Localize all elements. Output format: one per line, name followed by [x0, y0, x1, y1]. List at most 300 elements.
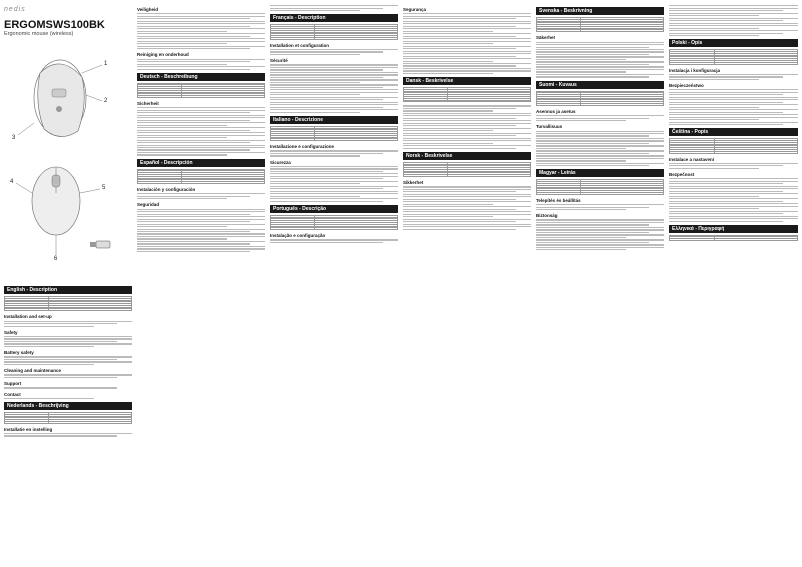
text-line: [137, 66, 265, 67]
text-line: [669, 114, 798, 115]
text-line: [137, 216, 265, 217]
column-3: [270, 4, 398, 564]
text-line: [4, 377, 117, 378]
text-line: [270, 107, 383, 108]
spec-cell: [537, 103, 581, 105]
text-line: [4, 336, 132, 337]
text-line: [536, 160, 626, 161]
text-line: [403, 61, 493, 62]
text-line: [536, 165, 649, 166]
text-line: [4, 387, 117, 388]
text-line: [270, 168, 398, 169]
spec-row: [271, 228, 398, 230]
text-line: [669, 89, 798, 90]
text-line: [270, 171, 383, 172]
section-cestina: Čeština - Popis: [669, 128, 798, 136]
text-line: [270, 155, 360, 156]
text-line: [403, 221, 516, 222]
text-line: [4, 323, 117, 324]
text-line: [669, 18, 798, 19]
text-line: [137, 31, 227, 32]
text-line: [403, 214, 531, 215]
heading-sicurezza: Sicurezza: [270, 159, 291, 165]
section-francais: Français - Description: [270, 14, 398, 22]
text-line: [403, 53, 531, 54]
heading-asennus: Asennus ja asetus: [536, 108, 576, 114]
text-line: [403, 201, 531, 202]
text-line: [4, 326, 94, 327]
text-line: [669, 20, 783, 21]
text-line: [137, 246, 265, 247]
text-line: [137, 211, 265, 212]
text-line: [270, 64, 398, 65]
text-line: [270, 8, 383, 9]
spec-cell: [315, 139, 398, 141]
text-line: [403, 26, 516, 27]
callout-1: 1: [104, 61, 108, 67]
text-line: [137, 229, 265, 230]
spec-cell: [315, 228, 398, 230]
section-deutsch: Deutsch - Beschreibung: [137, 73, 265, 81]
spec-cell: [714, 239, 797, 241]
text-line: [536, 229, 664, 230]
text-line: [4, 364, 94, 365]
text-line: [137, 137, 227, 138]
text-line: [403, 41, 531, 42]
text-line: [403, 226, 531, 227]
text-line: [270, 10, 360, 11]
spec-cell: [714, 151, 797, 153]
text-line: [536, 207, 649, 208]
spec-cell: [670, 239, 715, 241]
text-line: [403, 73, 493, 74]
text-line: [403, 128, 531, 129]
brand-logo: nedis: [4, 6, 26, 13]
text-line: [270, 99, 383, 100]
text-line: [403, 65, 516, 66]
spec-cell: [49, 309, 132, 311]
text-line: [536, 66, 664, 67]
text-line: [669, 25, 798, 26]
text-line: [403, 68, 531, 69]
text-line: [403, 120, 531, 121]
text-line: [669, 124, 783, 125]
text-line: [669, 122, 798, 123]
text-line: [669, 183, 783, 184]
text-line: [4, 341, 117, 342]
spec-cell: [670, 151, 715, 153]
text-line: [137, 198, 227, 199]
spec-cell: [537, 30, 581, 32]
text-line: [403, 148, 516, 149]
text-line: [536, 153, 649, 154]
text-line: [270, 49, 398, 50]
cestina-spec-table: [669, 138, 798, 153]
text-line: [536, 56, 664, 57]
text-line: [137, 16, 265, 17]
text-line: [536, 204, 664, 205]
text-line: [137, 142, 250, 143]
text-line: [536, 239, 664, 240]
text-line: [403, 16, 531, 17]
text-line: [403, 204, 493, 205]
callout-6: 6: [54, 256, 58, 262]
text-line: [669, 117, 798, 118]
text-line: [137, 149, 250, 150]
text-line: [669, 33, 783, 34]
text-line: [270, 5, 398, 6]
text-line: [536, 133, 664, 134]
text-line: [137, 115, 265, 116]
text-line: [669, 13, 798, 14]
text-line: [137, 125, 227, 126]
text-line: [536, 224, 649, 225]
text-line: [669, 112, 783, 113]
text-line: [403, 199, 516, 200]
text-line: [669, 92, 798, 93]
text-line: [403, 196, 531, 197]
text-line: [403, 186, 531, 187]
text-line: [403, 130, 493, 131]
text-line: [403, 219, 531, 220]
text-line: [669, 79, 759, 80]
text-line: [137, 18, 250, 19]
callout-3: 3: [12, 135, 16, 141]
text-line: [137, 43, 227, 44]
text-line: [536, 158, 664, 159]
text-line: [137, 21, 265, 22]
text-line: [403, 28, 531, 29]
spec-cell: [448, 100, 531, 102]
text-line: [536, 138, 664, 139]
text-line: [137, 61, 250, 62]
text-line: [536, 51, 664, 52]
text-line: [403, 191, 516, 192]
text-line: [536, 74, 664, 75]
text-line: [536, 143, 649, 144]
spec-row: [670, 62, 798, 64]
text-line: [137, 224, 265, 225]
text-line: [403, 224, 531, 225]
text-line: [270, 94, 360, 95]
text-line: [137, 196, 250, 197]
text-line: [403, 23, 531, 24]
espanol-spec-table: [137, 169, 265, 184]
spec-row: [404, 100, 531, 102]
text-line: [536, 249, 626, 250]
text-line: [669, 23, 798, 24]
section-english: English - Description: [4, 286, 132, 294]
text-line: [403, 43, 493, 44]
heading-veiligheid: Veiligheid: [137, 7, 159, 12]
text-line: [270, 102, 398, 103]
text-line: [270, 186, 398, 187]
spec-cell: [182, 182, 265, 184]
text-line: [669, 102, 783, 103]
text-line: [270, 153, 383, 154]
text-line: [270, 87, 383, 88]
heading-instalacion: Instalación y configuración: [137, 186, 196, 192]
text-line: [137, 132, 265, 133]
text-line: [4, 433, 132, 434]
text-line: [669, 5, 798, 6]
heading-telepites: Telepítés és beállítás: [536, 197, 581, 203]
text-line: [137, 110, 265, 111]
spec-row: [271, 37, 398, 39]
mouse-illustration: [4, 43, 132, 283]
text-line: [536, 148, 626, 149]
text-line: [669, 178, 798, 179]
text-line: [270, 201, 383, 202]
spec-cell: [271, 37, 315, 39]
text-line: [137, 209, 265, 210]
text-line: [669, 163, 798, 164]
text-line: [536, 71, 626, 72]
heading-seguridad: Seguridad: [137, 202, 160, 208]
text-line: [270, 183, 360, 184]
section-magyar: Magyar - Leírás: [536, 169, 664, 177]
heading-bezpecnost: Bezpečnost: [669, 171, 695, 177]
text-line: [403, 36, 516, 37]
text-line: [270, 97, 398, 98]
spec-cell: [138, 182, 182, 184]
text-line: [270, 242, 383, 243]
column-1: [4, 4, 132, 564]
text-line: [137, 154, 227, 155]
text-line: [403, 140, 531, 141]
callout-4: 4: [10, 179, 14, 185]
deutsch-spec-table: [137, 83, 265, 98]
text-line: [270, 191, 398, 192]
heading-support: Support: [4, 381, 22, 387]
text-line: [270, 193, 398, 194]
text-line: [403, 31, 493, 32]
text-line: [669, 213, 783, 214]
spec-row: [271, 139, 398, 141]
text-line: [536, 54, 649, 55]
text-line: [270, 188, 383, 189]
heading-biztonsag: Biztonság: [536, 213, 558, 219]
text-line: [536, 135, 649, 136]
callout-2: 2: [104, 98, 108, 104]
text-line: [403, 118, 516, 119]
text-line: [4, 361, 132, 362]
text-line: [403, 46, 531, 47]
text-line: [270, 82, 360, 83]
spec-cell: [404, 100, 448, 102]
heading-installation-fr: Installation et configuration: [270, 42, 330, 48]
text-line: [137, 59, 265, 60]
text-line: [137, 23, 265, 24]
text-line: [137, 26, 250, 27]
text-line: [137, 193, 265, 194]
text-line: [669, 218, 798, 219]
mouse-figure: [4, 43, 132, 283]
text-line: [137, 236, 265, 237]
heading-bezpieczenstwo: Bezpieczeństwo: [669, 83, 704, 88]
text-line: [669, 99, 798, 100]
text-line: [536, 237, 626, 238]
callout-5: 5: [102, 185, 106, 191]
ellinika-spec-table: [669, 235, 798, 241]
text-line: [536, 69, 664, 70]
text-line: [137, 28, 265, 29]
text-line: [403, 125, 516, 126]
spec-row: [670, 151, 798, 153]
text-line: [270, 181, 398, 182]
heading-contact: Contact: [4, 391, 21, 397]
text-line: [137, 107, 265, 108]
text-line: [403, 108, 516, 109]
text-line: [403, 194, 531, 195]
section-svenska: Svenska - Beskrivning: [536, 7, 664, 15]
text-line: [669, 216, 798, 217]
spec-cell: [581, 103, 664, 105]
text-line: [403, 63, 531, 64]
text-line: [4, 346, 94, 347]
heading-instalace: Instalace a nastavení: [669, 156, 715, 162]
text-line: [137, 243, 250, 244]
section-svenska-alt: Dansk - Beskrivelse: [403, 77, 531, 85]
text-line: [669, 107, 759, 108]
spec-cell: [581, 192, 664, 194]
magyar-spec-table: [536, 179, 664, 194]
text-line: [137, 127, 265, 128]
text-line: [403, 113, 531, 114]
text-line: [270, 196, 360, 197]
spec-cell: [138, 96, 182, 98]
text-line: [669, 181, 798, 182]
text-line: [270, 166, 398, 167]
text-line: [137, 48, 250, 49]
text-line: [536, 118, 649, 119]
text-line: [669, 35, 759, 36]
text-line: [137, 219, 265, 220]
spec-cell: [537, 192, 581, 194]
text-line: [669, 211, 798, 212]
text-line: [137, 214, 250, 215]
text-line: [669, 104, 798, 105]
heading-installation: Installation and set-up: [4, 314, 52, 320]
text-line: [270, 198, 398, 199]
spec-cell: [404, 175, 448, 177]
heading-safety: Safety: [4, 329, 18, 335]
text-line: [669, 186, 798, 187]
text-line: [536, 232, 649, 233]
section-espanol: Español - Descripción: [137, 159, 265, 167]
text-line: [669, 8, 798, 9]
text-line: [536, 150, 664, 151]
text-line: [270, 109, 398, 110]
text-line: [536, 42, 664, 43]
spec-row: [404, 175, 531, 177]
text-line: [669, 28, 759, 29]
spec-row: [537, 192, 664, 194]
heading-sakerhet: Säkerhet: [536, 35, 556, 41]
norsk-spec-table: [403, 162, 531, 177]
text-line: [137, 241, 265, 242]
text-line: [137, 145, 265, 146]
product-description: Ergonomic mouse (wireless): [4, 31, 74, 37]
text-line: [536, 155, 664, 156]
text-line: [536, 49, 664, 50]
section-nederlands: Nederlands - Beschrijving: [4, 402, 132, 410]
text-line: [536, 64, 649, 65]
text-line: [403, 143, 493, 144]
text-line: [669, 15, 759, 16]
text-line: [403, 135, 516, 136]
heading-seguranca: Segurança: [403, 7, 427, 12]
heading-sikkerhet: Sikkerhet: [403, 180, 424, 186]
text-line: [403, 110, 493, 111]
heading-instalacao: Instalação e configuração: [270, 233, 326, 239]
section-norsk: Norsk - Beskrivelse: [403, 152, 531, 160]
dansk-spec-table: [403, 87, 531, 102]
text-line: [137, 38, 265, 39]
english-spec-table: [4, 296, 132, 311]
text-line: [669, 109, 798, 110]
text-line: [403, 56, 516, 57]
text-line: [403, 211, 531, 212]
text-line: [669, 206, 798, 207]
text-line: [536, 219, 664, 220]
text-line: [536, 244, 664, 245]
text-line: [270, 173, 398, 174]
spec-cell: [448, 175, 531, 177]
text-line: [4, 356, 132, 357]
model-number: ERGOMSWS100BK: [4, 19, 105, 31]
heading-battery: Battery safety: [4, 350, 34, 356]
text-line: [669, 221, 783, 222]
text-line: [403, 123, 531, 124]
text-line: [137, 41, 265, 42]
text-line: [4, 359, 117, 360]
suomi-spec-table: [536, 91, 664, 106]
text-line: [137, 130, 250, 131]
text-line: [536, 222, 664, 223]
text-line: [270, 89, 398, 90]
text-line: [403, 38, 531, 39]
text-line: [536, 242, 649, 243]
spec-row: [5, 421, 132, 423]
spec-row: [5, 309, 132, 311]
text-line: [403, 229, 516, 230]
text-line: [137, 122, 265, 123]
text-line: [137, 147, 265, 148]
section-polski: Polski - Opis: [669, 39, 798, 47]
text-line: [669, 10, 783, 11]
text-line: [669, 168, 759, 169]
column-2: [137, 4, 265, 564]
heading-sicherheit: Sicherheit: [137, 100, 159, 106]
text-line: [403, 21, 531, 22]
text-line: [270, 112, 360, 113]
text-line: [137, 248, 265, 249]
text-line: [4, 343, 132, 344]
text-line: [403, 51, 531, 52]
text-line: [669, 119, 759, 120]
text-line: [270, 51, 383, 52]
heading-securite: Sécurité: [270, 58, 288, 64]
spec-cell: [271, 139, 315, 141]
column-5: [536, 4, 664, 564]
text-line: [536, 44, 664, 45]
heading-turvallisuus: Turvallisuus: [536, 124, 563, 130]
text-line: [403, 145, 531, 146]
text-line: [270, 67, 398, 68]
text-line: [137, 238, 227, 239]
section-italiano: Italiano - Descrizione: [270, 116, 398, 124]
